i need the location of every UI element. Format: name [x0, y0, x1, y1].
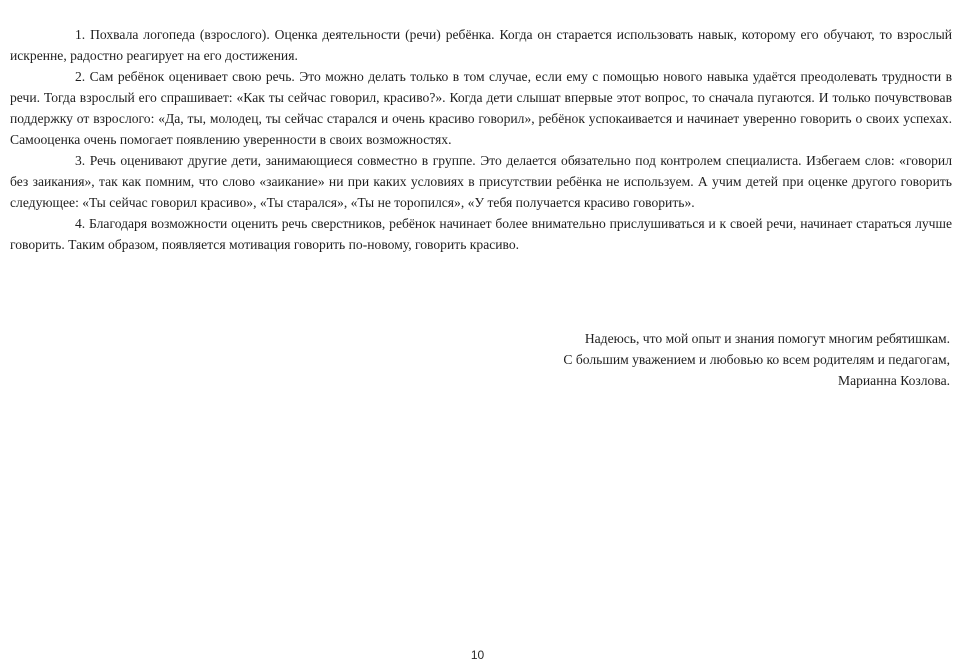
paragraph-3: 3. Речь оценивают другие дети, занимающиеся совместно в группе. Это делается обязательно под контролем специалиста. Избегаем слов: «говорил без заикания», так как помним, что слово «заикание» ни при каких условиях в присутствии ребёнка не используем. А учим детей при оценке другого говорить следующее: «Ты сейчас говорил красиво», «Ты старался», «Ты не торопился», «У тебя получается красиво говорить». [10, 153, 952, 210]
signature-line-1: Надеюсь, что мой опыт и знания помогут многим ребятишкам. [584, 331, 950, 346]
signature-block [563, 328, 950, 391]
signature-author: Марианна Козлова. [837, 373, 950, 388]
paragraph-4: 4. Благодаря возможности оценить речь сверстников, ребёнок начинает более внимательно прислушиваться и к своей речи, начинает стараться лучше говорить. Таким образом, появляется мотивация говорить по-новому, говорить красиво. [10, 216, 952, 252]
paragraph-1: 1. Похвала логопеда (взрослого). Оценка деятельности (речи) ребёнка. Когда он старается использовать навык, которому его обучают, то взрослый искренне, радостно реагирует на его достижения. [10, 27, 952, 63]
signature-line-2: С большим уважением и любовью ко всем родителям и педагогам, [563, 352, 950, 367]
paragraph-2: 2. Сам ребёнок оценивает свою речь. Это можно делать только в том случае, если ему с помощью нового навыка удаётся преодолевать трудности в речи. Тогда взрослый его спрашивает: «Как ты сейчас говорил, красиво?». Когда дети слышат впервые этот вопрос, то сначала пугаются. И только почувствовав поддержку от взрослого: «Да, ты, молодец, ты сейчас старался и очень красиво говорил», ребёнок успокаивается и начинает уверенно говорить о своих успехах. Самооценка очень помогает появлению уверенности в своих возможностях. [10, 69, 952, 147]
page-number: 10 [470, 648, 485, 662]
document-body [10, 24, 952, 255]
